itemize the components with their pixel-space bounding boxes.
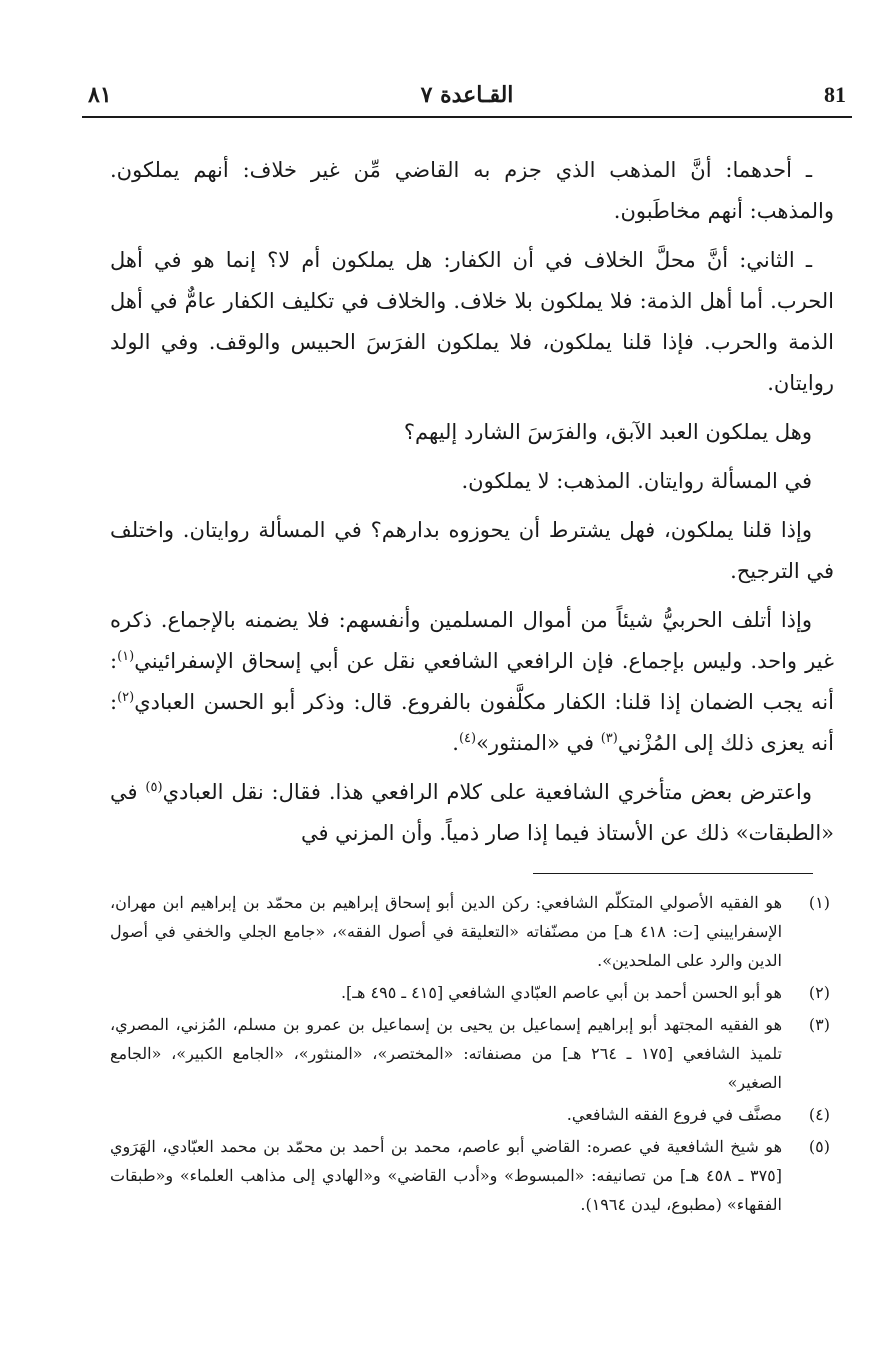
footnote-text: هو الفقيه المجتهد أبو إبراهيم إسماعيل بن يحيى بن إسماعيل بن عمرو بن مسلم، المُزني، المصري، تلميذ الشافعي [١٧٥ ـ ٢٦٤ هـ] من مصنفاته: «المختصر»، «المنثور»، «الجامع الكبير»، «الجامع الصغير» xyxy=(110,1015,782,1092)
footnote-ref-2[interactable]: (٢) xyxy=(117,690,135,705)
running-title: القـاعدة ٧ xyxy=(420,82,514,108)
paragraph-harbi-part-c: : أنه يعزى ذلك إلى المُزْني xyxy=(110,690,834,755)
footnote-divider xyxy=(533,873,813,874)
paragraph-first: ـ أحدهما: أنَّ المذهب الذي جزم به القاضي مِّن غير خلاف: أنهم يملكون. والمذهب: أنهم مخاطَبون. xyxy=(110,158,834,223)
paragraph-harbi-part-d: في «المنثور» xyxy=(476,731,601,755)
paragraph-objection-part-b: في «الطبقات» ذلك عن الأستاذ فيما إذا صار ذمياً. وأن المزني في xyxy=(110,780,834,845)
footnote-text: هو الفقيه الأصولي المتكلّم الشافعي: ركن الدين أبو إسحاق إبراهيم بن محمّد بن إبراهيم ابن مهران، الإسفراييني [ت: ٤١٨ هـ] من مصنّفاته «التعليقة في أصول الفقه»، «جامع الجلي والخفي في أصول الدين والرد على الملحدين». xyxy=(110,893,783,970)
paragraph-harbi-part-e: . xyxy=(452,731,459,755)
footnote-ref-3[interactable]: (٣) xyxy=(600,731,618,746)
footnote-text: هو شيخ الشافعية في عصره: القاضي أبو عاصم، محمد بن أحمد بن محمّد بن محمد العبّادي، الهَرَوي [٣٧٥ ـ ٤٥٨ هـ] من تصانيفه: «المبسوط» و«أدب القاضي» و«الهادي إلى مذاهب العلماء» و«طبقات الفقهاء» (مطبوع، ليدن ١٩٦٤). xyxy=(110,1137,783,1214)
page-number-latin: 81 xyxy=(824,82,846,107)
paragraph-harbi-part-b: : أنه يجب الضمان إذا قلنا: الكفار مكلَّفون بالفروع. قال: وذكر أبو الحسن العبادي xyxy=(110,649,834,714)
paragraph-answer: في المسألة روايتان. المذهب: لا يملكون. xyxy=(461,469,812,493)
page-header xyxy=(82,80,852,118)
paragraph-second: ـ الثاني: أنَّ محلَّ الخلاف في أن الكفار: هل يملكون أم لا؟ إنما هو في أهل الحرب. أما أهل الذمة: فلا يملكون بلا خلاف. والخلاف في تكليف الكفار عامٌّ في أهل الذمة والحرب. فإذا قلنا يملكون، فلا يملكون الفرَسَ الحبيس والوقف. وفي الولد روايتان. xyxy=(110,248,834,395)
footnote-4 xyxy=(110,1100,830,1129)
paragraph-objection-part-a: واعترض بعض متأخري الشافعية على كلام الرافعي هذا. فقال: نقل العبادي xyxy=(162,780,813,804)
paragraph-question: وهل يملكون العبد الآبق، والفرَسَ الشارد إليهم؟ xyxy=(403,420,812,444)
paragraph-harbi xyxy=(110,600,834,764)
footnote-number: (٥) xyxy=(808,1137,830,1156)
footnotes xyxy=(110,888,830,1222)
main-text xyxy=(110,150,834,862)
footnote-1 xyxy=(110,888,830,975)
footnote-text: هو أبو الحسن أحمد بن أبي عاصم العبّادي الشافعي [٤١٥ ـ ٤٩٥ هـ]. xyxy=(340,983,782,1002)
paragraph-condition: وإذا قلنا يملكون، فهل يشترط أن يحوزوه بدارهم؟ في المسألة روايتان. واختلف في الترجيح. xyxy=(110,518,834,583)
footnote-ref-5[interactable]: (٥) xyxy=(145,780,163,795)
footnote-number: (١) xyxy=(808,893,830,912)
footnote-number: (٢) xyxy=(808,983,830,1002)
footnote-2 xyxy=(110,978,830,1007)
footnote-text: مصنَّف في فروع الفقه الشافعي. xyxy=(566,1105,782,1124)
footnote-number: (٤) xyxy=(808,1105,830,1124)
footnote-number: (٣) xyxy=(808,1015,830,1034)
footnote-ref-4[interactable]: (٤) xyxy=(458,731,477,746)
paragraph-objection xyxy=(110,772,834,854)
paragraph-harbi-part-a: وإذا أتلف الحربيُّ شيئاً من أموال المسلمين وأنفسهم: فلا يضمنه بالإجماع. ذكره غير واحد. وليس بإجماع. فإن الرافعي الشافعي نقل عن أبي إسحاق الإسفرائيني xyxy=(110,608,834,673)
footnote-ref-1[interactable]: (١) xyxy=(117,649,135,664)
page-number-arabic: ٨١ xyxy=(88,82,112,108)
footnote-5 xyxy=(110,1132,830,1219)
footnote-3 xyxy=(110,1010,830,1097)
